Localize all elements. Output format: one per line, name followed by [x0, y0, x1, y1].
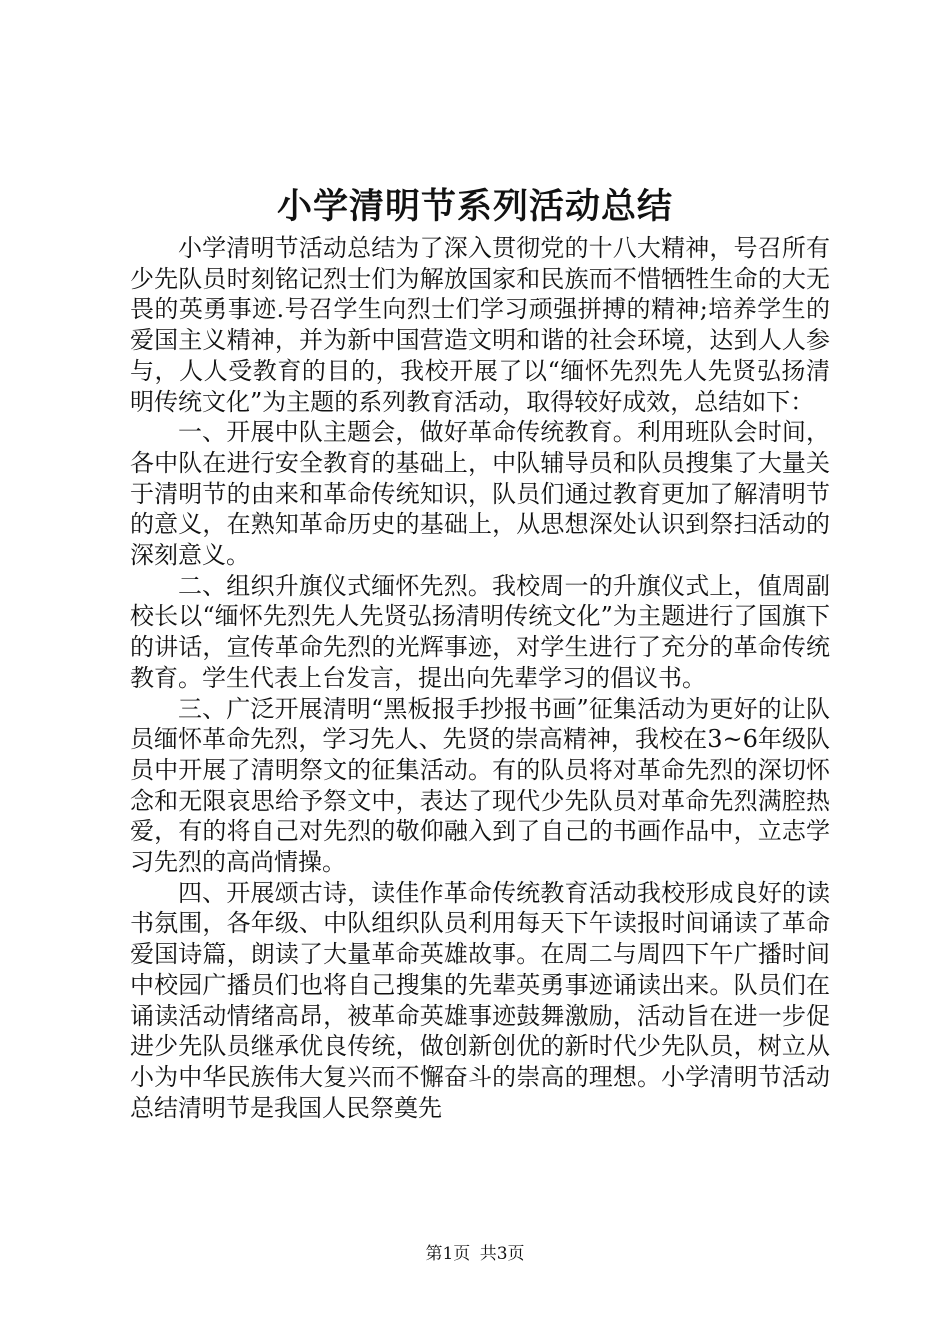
page-number-current: 第1页	[425, 1244, 471, 1264]
page-footer	[0, 1242, 950, 1266]
paragraph-intro: 小学清明节活动总结为了深入贯彻党的十八大精神，号召所有少先队员时刻铭记烈士们为解放国家和民族而不惜牺牲生命的大无畏的英勇事迹.号召学生向烈士们学习顽强拼搏的精神;培养学生的爱国主义精神，并为新中国营造文明和谐的社会环境，达到人人参与，人人受教育的目的，我校开展了以“缅怀先烈先人先贤弘扬清明传统文化”为主题的系列教育活动，取得较好成效，总结如下：	[130, 234, 830, 416]
document-title: 小学清明节系列活动总结	[276, 186, 673, 227]
paragraph-section-2: 二、组织升旗仪式缅怀先烈。我校周一的升旗仪式上，值周副校长以“缅怀先烈先人先贤弘扬清明传统文化”为主题进行了国旗下的讲话，宣传革命先烈的光辉事迹，对学生进行了充分的革命传统教育。学生代表上台发言，提出向先辈学习的倡议书。	[130, 571, 830, 692]
paragraph-section-1: 一、开展中队主题会，做好革命传统教育。利用班队会时间，各中队在进行安全教育的基础上，中队辅导员和队员搜集了大量关于清明节的由来和革命传统知识，队员们通过教育更加了解清明节的意义，在熟知革命历史的基础上，从思想深处认识到祭扫活动的深刻意义。	[130, 418, 830, 570]
paragraph-section-3: 三、广泛开展清明“黑板报手抄报书画”征集活动为更好的让队员缅怀革命先烈，学习先人、先贤的崇高精神，我校在3~6年级队员中开展了清明祭文的征集活动。有的队员将对革命先烈的深切怀念和无限哀思给予祭文中，表达了现代少先队员对革命先烈满腔热爱，有的将自己对先烈的敬仰融入到了自己的书画作品中，立志学习先烈的高尚情操。	[130, 694, 830, 877]
page-number-total: 共3页	[479, 1244, 525, 1264]
paragraph-section-4: 四、开展颂古诗，读佳作革命传统教育活动我校形成良好的读书氛围，各年级、中队组织队员利用每天下午读报时间诵读了革命爱国诗篇，朗读了大量革命英雄故事。在周二与周四下午广播时间中校园广播员们也将自己搜集的先辈英勇事迹诵读出来。队员们在诵读活动情绪高昂，被革命英雄事迹鼓舞激励，活动旨在进一步促进少先队员继承优良传统，做创新创优的新时代少先队员，树立从小为中华民族伟大复兴而不懈奋斗的崇高的理想。小学清明节活动总结清明节是我国人民祭奠先	[130, 878, 830, 1122]
document-body	[130, 233, 830, 1123]
